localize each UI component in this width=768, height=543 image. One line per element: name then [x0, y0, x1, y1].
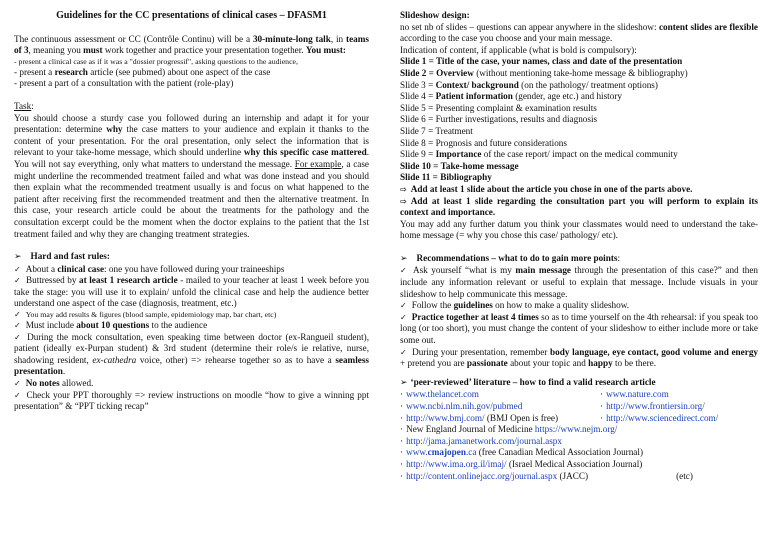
- design-paragraph: no set nb of slides – questions can appear anywhere in the slideshow: content slides are flexible according to the case you choose and your main message.: [400, 21, 758, 44]
- link-row: [400, 436, 758, 448]
- slide-list: [400, 56, 758, 184]
- slide-item: Slide 5 = Presenting complaint & examination results: [400, 102, 597, 113]
- slide-item: Slide 4 = Patient information (gender, age etc.) and history: [400, 91, 622, 102]
- add-more-text: You may add any further datum you think your classmates would need to understand the take-home message (= why you chose this case/ pathology/ etc).: [400, 218, 758, 241]
- slide-item: Slide 10 = Take-home message: [400, 160, 519, 171]
- slide-item: Slide 7 = Treatment: [400, 125, 473, 136]
- link-row: · http://www.ima.org.il/imaj/ (Israel Medical Association Journal): [400, 459, 758, 471]
- add-article-slide: ⇨ Add at least 1 slide about the article you chose in one of the parts above.: [400, 184, 758, 196]
- link-imaj[interactable]: http://www.ima.org.il/imaj/: [406, 458, 507, 469]
- slide-item: Slide 1 = Title of the case, your names, class and date of the presentation: [400, 56, 683, 67]
- link-bmj[interactable]: http://www.bmj.com/: [406, 412, 485, 423]
- indication-text: Indication of content, if applicable (what is bold is compulsory):: [400, 44, 637, 55]
- literature-heading: ➢ ‘peer-reviewed’ literature – how to find a valid research article: [400, 376, 656, 388]
- intro-item: - present a clinical case as if it was a "dossier progressif", asking questions to the audience,: [14, 56, 298, 66]
- link-pubmed[interactable]: www.ncbi.nlm.nih.gov/pubmed: [406, 401, 523, 411]
- slide-item: Slide 2 = Overview (without mentioning take-home message & bibliography): [400, 67, 688, 78]
- slide-item: Slide 8 = Prognosis and future considerations: [400, 137, 567, 148]
- link-row: · www.cmajopen.ca (free Canadian Medical Association Journal): [400, 447, 758, 459]
- left-column: [14, 10, 369, 413]
- recommendation-item: ✓ Follow the guidelines on how to make a quality slideshow.: [400, 300, 758, 312]
- recommendation-item: ✓ During your presentation, remember body language, eye contact, good volume and energy + pretend you are passionate about your topic and happy to be there.: [400, 347, 758, 370]
- rule-item: ✓ You may add results & figures (blood sample, epidemiology map, bar chart, etc): [14, 310, 369, 320]
- rules-heading: ➢ Hard and fast rules:: [14, 251, 369, 264]
- page-title: Guidelines for the CC presentations of clinical cases – DFASM1: [56, 10, 327, 21]
- link-nejm[interactable]: https://www.nejm.org/: [534, 424, 618, 435]
- link-frontiers[interactable]: http://www.frontiersin.org/: [606, 401, 705, 411]
- design-heading: Slideshow design:: [400, 10, 470, 20]
- link-jacc[interactable]: http://content.onlinejacc.org/journal.aspx: [406, 470, 558, 481]
- slide-item: Slide 3 = Context/ background (on the pathology/ treatment options): [400, 79, 658, 90]
- link-cmaj[interactable]: www.cmajopen.ca: [406, 447, 477, 458]
- recommendation-item: ✓ Ask yourself “what is my main message through the presentation of this case?” and then include any information relevant or useful to explain that message. Include visuals in your slideshow to help communicate this message.: [400, 265, 758, 300]
- rule-item: ✓ During the mock consultation, even speaking time between doctor (ex-Rangueil student), patient (ideally ex-Purpan student) & 3rd student (determine their role/s ie relative, nurse, shadowing resident, ex-cathedra voice, other) => rehearse together so as to have a seamless presentation.: [14, 332, 369, 378]
- slide-item: Slide 9 = Importance of the case report/ impact on the medical community: [400, 149, 678, 160]
- link-row: · New England Journal of Medicine https://www.nejm.org/: [400, 424, 758, 436]
- link-jama[interactable]: http://jama.jamanetwork.com/journal.aspx: [406, 435, 562, 446]
- rule-item: ✓ Check your PPT thoroughly => review instructions on moodle “how to give a winning ppt presentation” & “PPT ticking recap”: [14, 390, 369, 413]
- rule-item: ✓ About a clinical case: one you have followed during your traineeships: [14, 264, 369, 276]
- add-consultation-slide: ⇨ Add at least 1 slide regarding the consultation part you will perform to explain its context and importance.: [400, 196, 758, 219]
- task-heading: Task:: [14, 100, 34, 111]
- rule-item: ✓ Buttressed by at least 1 research article - mailed to your teacher at least 1 week before you take the stage: you will use it to explain/ unfold the clinical case and help the audience better understand one aspect of the case (diagnosis, treatment, etc.): [14, 275, 369, 310]
- link-row: · http://content.onlinejacc.org/journal.aspx (JACC) (etc): [400, 471, 758, 483]
- recommendation-item: ✓ Practice together at least 4 times so as to time yourself on the 4th rehearsal: if you speak too long (or too short), you must change the content of your slideshow to either include more or take some out.: [400, 312, 758, 347]
- slide-item: Slide 11 = Bibliography: [400, 172, 492, 183]
- recommendations-heading: ➢ Recommendations – what to do to gain more points:: [400, 253, 758, 266]
- intro-paragraph: The continuous assessment or CC (Contrôle Continu) will be a 30-minute-long talk, in teams of 3, meaning you must work together and practice your presentation together. You must:: [14, 33, 369, 56]
- link-lancet[interactable]: www.thelancet.com: [406, 389, 479, 400]
- link-nature[interactable]: www.nature.com: [606, 389, 669, 400]
- right-column: Slideshow design: no set nb of slides – questions can appear anywhere in the slideshow: content slides are flexible according to the case you choose and your main message. Indication of content, if applicable (what is bold is compulsory): Slide 1 = Title of the case, your names, class and date of the presentation Slide 2 = Overview (without mentioning take-home message & bibliography) Slide 3 = Context/ background (on the pathology/ treatment options) Slide 4 = Patient information (gender, age etc.) and history Slide 5 = Presenting complaint & examination results Slide 6 = Further investigations, results and diagnosis Slide 7 = Treatment Slide 8 = Prognosis and future considerations Slide 9 = Importance of the case report/ impact on the medical community Slide 10 = Take-home message Slide 11 = Bibliography ⇨ Add at least 1 slide about the article you chose in one of the parts above. ⇨ Add at least 1 slide regarding the consultation part you will perform to explain its context and importance. You may add any further datum you think your classmates would need to understand the take-home message (= why you chose this case/ pathology/ etc). ➢ Recommendations – what to do to gain more points: ✓ Ask yourself “what is my main message through the presentation of this case?” and then include any information relevant or useful to explain that message. Include visuals in your slideshow to help communicate this message. ✓ Follow the guidelines on how to make a quality slideshow. ✓ Practice together at least 4 times so as to time yourself on the 4th rehearsal: if you speak too long (or too short), you must change the content of your slideshow to either include more or take some out. ✓ During your presentation, remember body language, eye contact, good volume and energy + pretend you are passionate about your topic and happy to be there. ➢ ‘peer-reviewed’ literature – how to find a valid research article · www.thelancet.com · www.nature.com · www.ncbi.nlm.nih.gov/pubmed · http://www.frontiersin.org/ · http://www.bmj.com/ (BMJ Open is free) · http://www.sciencedirect.com/ · New England Journal of Medicine https://www.nejm.org/ · http://jama.jamanetwork.com/journal.aspx · www.cmajopen.ca (free Canadian Medical Association Journal) · http://www.ima.org.il/imaj/ (Israel Medical Association Journal) · http://content.onlinejacc.org/journal.aspx (JACC) (etc): [400, 10, 758, 482]
- rule-item: ✓ No notes allowed.: [14, 378, 369, 390]
- intro-item: - present a research article (see pubmed) about one aspect of the case: [14, 66, 271, 77]
- task-paragraph: You should choose a sturdy case you followed during an internship and adapt it for your presentation: determine why the case matters to your audience and explain it thanks to the content of your presentation. For the oral presentation, only select the information that is relevant to your take-home message, which should underline why this specific case mattered. You will not say everything, only what matters to understand the message. For example, a case might underline the recommended treatment failed and what was done instead and you should then explain what the recommended treatment usually is and focus on what happened to the patient after receiving first the recommended treatment and then the alternative treatment. In this case, your research article could be about the treatments for the pathology and the consultation excerpt could be the moment when the doctor explains to the patient that the 1st treatment failed and why they are changing treatment strategies.: [14, 112, 370, 239]
- rule-item: ✓ Must include about 10 questions to the audience: [14, 320, 369, 332]
- intro-item: - present a part of a consultation with the patient (role-play): [14, 78, 234, 89]
- link-sciencedirect[interactable]: http://www.sciencedirect.com/: [606, 412, 719, 423]
- slide-item: Slide 6 = Further investigations, results and diagnosis: [400, 114, 598, 125]
